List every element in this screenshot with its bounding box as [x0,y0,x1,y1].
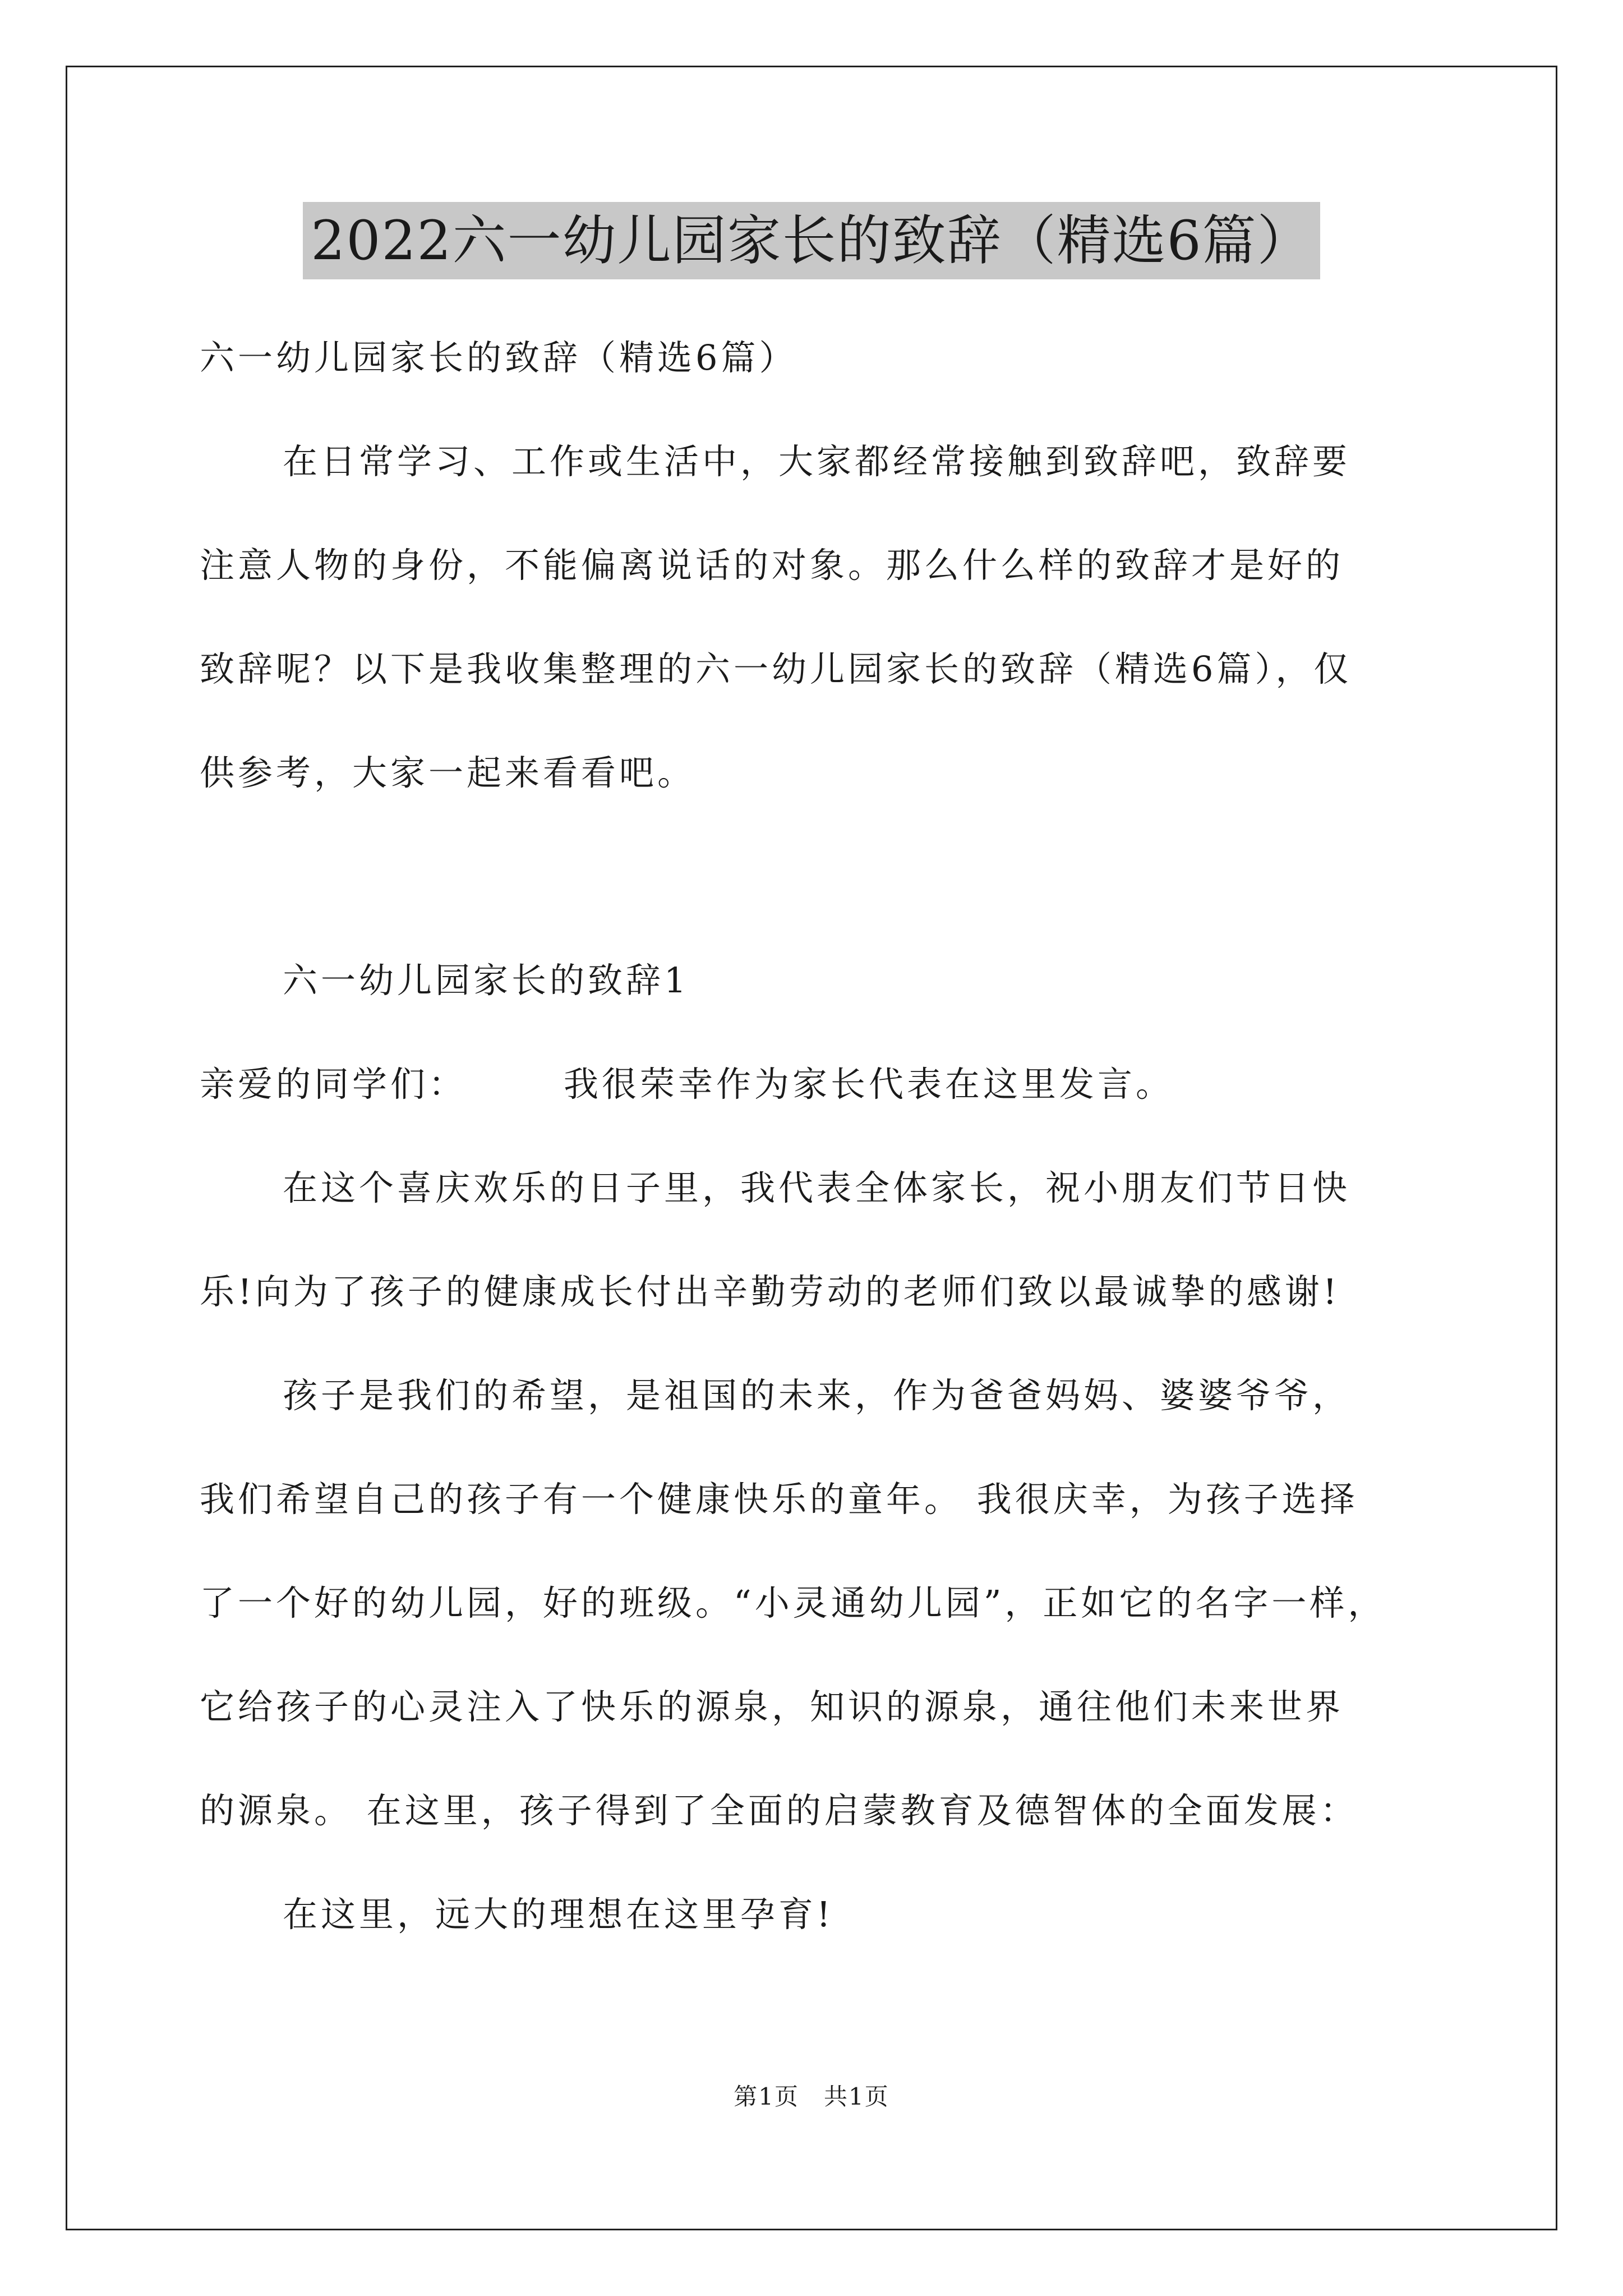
document-title: 2022六一幼儿园家长的致辞（精选6篇） [303,202,1320,279]
paragraph-line: 致辞呢？以下是我收集整理的六一幼儿园家长的致辞（精选6篇），仅 [200,648,1352,689]
paragraph-line: 了一个好的幼儿园，好的班级。“小灵通幼儿园”，正如它的名字一样， [200,1582,1386,1623]
paragraph-line: 我们希望自己的孩子有一个健康快乐的童年。 我很庆幸，为孩子选择 [200,1479,1358,1520]
page-footer [0,2078,1623,2112]
greeting-line: 亲爱的同学们： 我很荣幸作为家长代表在这里发言。 [200,1064,1174,1105]
paragraph-line: 它给孩子的心灵注入了快乐的源泉，知识的源泉，通往他们未来世界 [200,1686,1344,1727]
title-container [0,202,1623,279]
paragraph-line: 在这个喜庆欢乐的日子里，我代表全体家长，祝小朋友们节日快 [283,1167,1351,1208]
paragraph-line: 乐!向为了孩子的健康成长付出辛勤劳动的老师们致以最诚挚的感谢! [200,1271,1340,1312]
page-number: 第1页 共1页 [734,2083,889,2110]
document-body [200,306,1439,1966]
paragraph-line: 在这里，远大的理想在这里孕育! [283,1894,834,1935]
subtitle-line: 六一幼儿园家长的致辞（精选6篇） [200,337,797,378]
paragraph-line: 在日常学习、工作或生活中，大家都经常接触到致辞吧，致辞要 [283,441,1351,482]
paragraph-line: 供参考，大家一起来看看吧。 [200,752,696,793]
paragraph-line: 的源泉。 在这里，孩子得到了全面的启蒙教育及德智体的全面发展： [200,1790,1358,1831]
section-heading: 六一幼儿园家长的致辞1 [283,960,690,1001]
blank-line [200,825,1439,928]
paragraph-line: 注意人物的身份，不能偏离说话的对象。那么什么样的致辞才是好的 [200,545,1344,586]
paragraph-line: 孩子是我们的希望，是祖国的未来，作为爸爸妈妈、婆婆爷爷， [283,1375,1351,1416]
